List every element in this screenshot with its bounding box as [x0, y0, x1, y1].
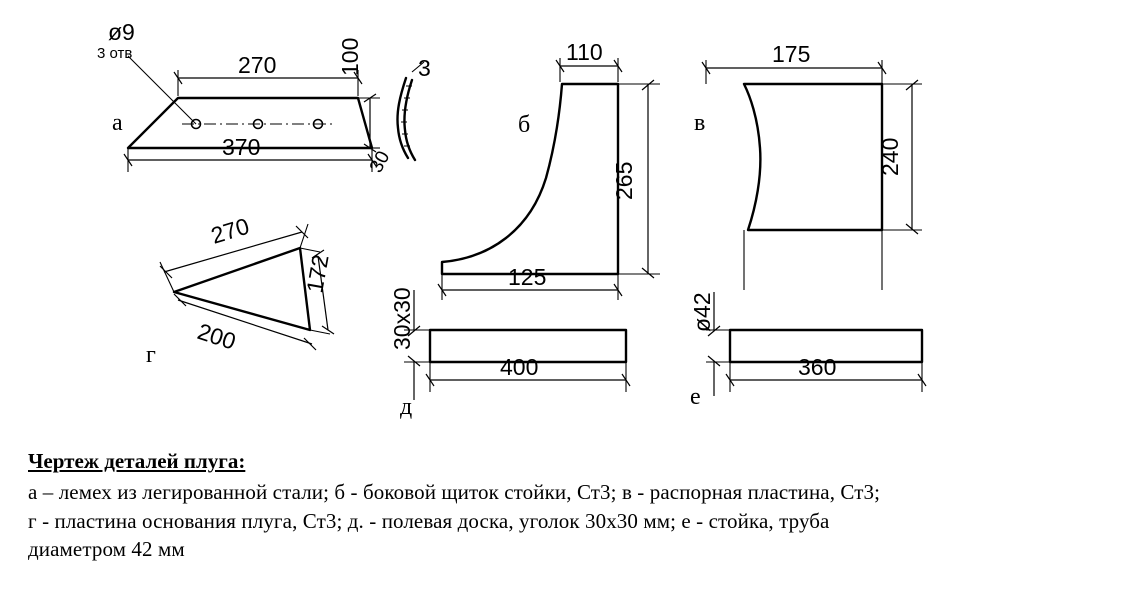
part-g-side-left: 200: [194, 318, 239, 355]
part-letter-v: в: [694, 110, 706, 136]
part-e-length: 360: [798, 354, 837, 380]
part-d-length: 400: [500, 354, 539, 380]
part-a-profile-label: 30: [365, 147, 395, 177]
part-v-group: [694, 41, 922, 290]
caption-title: Чертеж деталей плуга:: [28, 449, 246, 473]
part-letter-b: б: [518, 112, 531, 138]
part-b-base-width: 125: [508, 264, 547, 290]
part-letter-a: а: [112, 110, 123, 136]
part-g-side-right: 172: [301, 252, 334, 295]
part-a-group: [97, 19, 431, 176]
caption-line-1: а – лемех из легированной стали; б - боковой щиток стойки, Ст3; в - распорная пластина, Ст3;: [28, 480, 881, 505]
caption-block: [28, 448, 1128, 563]
part-letter-e: е: [690, 384, 701, 410]
part-v-top-width: 175: [772, 41, 811, 67]
part-a-height: 100: [337, 37, 363, 76]
part-letter-d: д: [400, 394, 413, 420]
part-e-diameter: ø42: [689, 292, 715, 332]
part-a-bottom-width: 370: [222, 134, 261, 160]
part-a-thickness: 3: [418, 55, 431, 81]
caption-line-2: г - пластина основания плуга, Ст3; д. - полевая доска, уголок 30х30 мм; е - стойка, труба: [28, 508, 830, 533]
part-d-group: [389, 287, 630, 420]
part-b-height: 265: [611, 161, 637, 200]
part-v-shape: [744, 84, 882, 230]
part-a-hole-diameter: ø9: [108, 19, 135, 45]
part-g-group: [146, 213, 334, 368]
part-g-shape: [174, 248, 310, 330]
part-b-group: [438, 39, 660, 300]
part-b-top-width: 110: [566, 39, 603, 65]
part-v-height: 240: [877, 137, 903, 176]
part-g-side-top: 270: [207, 212, 253, 249]
caption-line-3: диаметром 42 мм: [28, 536, 185, 561]
part-d-profile: 30х30: [389, 287, 415, 350]
part-letter-g: г: [146, 342, 156, 368]
part-a-hole-count: 3 отв: [97, 45, 133, 62]
part-a-top-width: 270: [238, 52, 277, 78]
part-e-group: [689, 292, 926, 410]
